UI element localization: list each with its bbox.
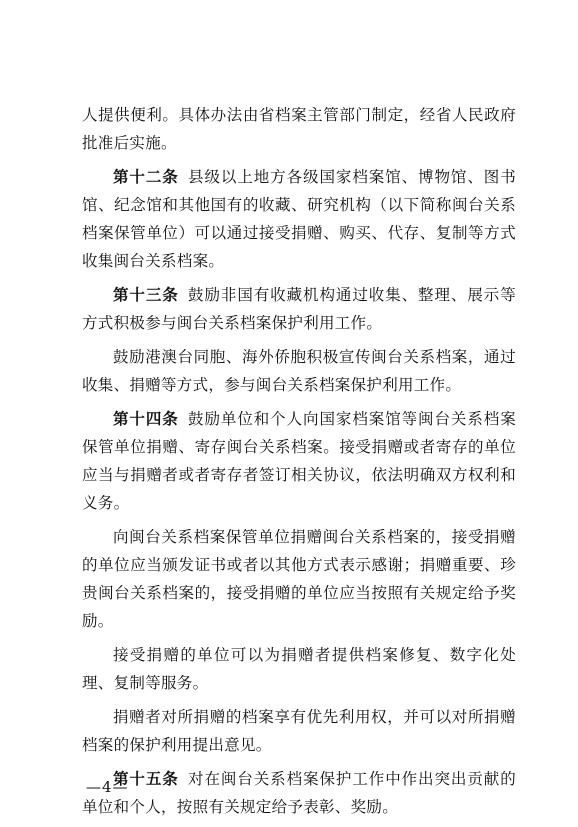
paragraph-0 (82, 101, 516, 157)
paragraph-text: 县级以上地方各级国家档案馆、博物馆、图书馆、纪念馆和其他国有的收藏、研究机构（以下简称闽台关系档案保管单位）可以通过接受捐赠、购买、代存、复制等方式收集闽台关系档案。 (82, 168, 516, 270)
article-heading: 第十三条 (113, 286, 179, 304)
paragraph-5 (82, 523, 516, 635)
paragraph-3 (82, 343, 516, 399)
paragraph-text: 鼓励单位和个人向国家档案馆等闽台关系档案保管单位捐赠、寄存闽台关系档案。接受捐赠或者寄存的单位应当与捐赠者或者寄存者签订相关协议，依法明确双方权利和义务。 (82, 410, 516, 512)
article-heading: 第十四条 (113, 410, 179, 428)
paragraph-6 (82, 641, 516, 697)
article-heading: 第十五条 (113, 770, 179, 788)
paragraph-text: 向闽台关系档案保管单位捐赠闽台关系档案的，接受捐赠的单位应当颁发证书或者以其他方式表示感谢；捐赠重要、珍贵闽台关系档案的，接受捐赠的单位应当按照有关规定给予奖励。 (82, 528, 516, 630)
paragraph-1 (82, 163, 516, 275)
page-number: —4— (86, 778, 129, 796)
document-body (82, 101, 516, 827)
paragraph-text: 鼓励港澳台同胞、海外侨胞积极宣传闽台关系档案，通过收集、捐赠等方式，参与闽台关系档案保护利用工作。 (82, 348, 516, 394)
article-heading: 第十二条 (113, 168, 179, 186)
paragraph-text: 人提供便利。具体办法由省档案主管部门制定，经省人民政府批准后实施。 (82, 106, 516, 152)
paragraph-7 (82, 703, 516, 759)
paragraph-text: 接受捐赠的单位可以为捐赠者提供档案修复、数字化处理、复制等服务。 (82, 646, 516, 692)
paragraph-8 (82, 765, 516, 821)
paragraph-4 (82, 405, 516, 517)
paragraph-2 (82, 281, 516, 337)
paragraph-text: 鼓励非国有收藏机构通过收集、整理、展示等方式积极参与闽台关系档案保护利用工作。 (82, 286, 516, 332)
paragraph-text: 对在闽台关系档案保护工作中作出突出贡献的单位和个人，按照有关规定给予表彰、奖励。 (82, 770, 516, 816)
paragraph-text: 捐赠者对所捐赠的档案享有优先利用权，并可以对所捐赠档案的保护利用提出意见。 (82, 708, 516, 754)
